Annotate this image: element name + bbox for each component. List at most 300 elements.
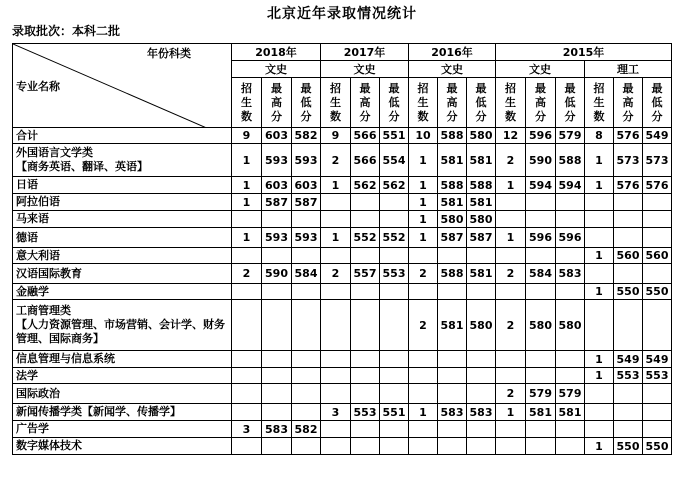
table-cell: 587: [467, 228, 496, 248]
table-cell: [526, 438, 556, 455]
table-cell: 1: [585, 438, 614, 455]
table-cell: 562: [380, 177, 409, 194]
table-row: [13, 404, 672, 421]
table-cell: 584: [526, 264, 556, 284]
col-header-min-score: [643, 78, 672, 128]
table-cell: 1: [409, 177, 438, 194]
table-cell: 1: [232, 228, 262, 248]
table-cell: [232, 211, 262, 228]
table-cell: [467, 384, 496, 404]
table-cell: 551: [380, 128, 409, 144]
table-cell: [585, 211, 614, 228]
table-cell: [262, 300, 292, 351]
major-name-line: 广告学: [16, 422, 49, 435]
table-cell: [643, 384, 672, 404]
table-cell: 553: [643, 368, 672, 384]
table-cell: 1: [232, 194, 262, 211]
table-cell: 1: [585, 144, 614, 177]
table-cell: [351, 351, 380, 368]
major-name: [13, 211, 232, 228]
major-name: [13, 264, 232, 284]
table-cell: 581: [467, 264, 496, 284]
table-cell: 594: [526, 177, 556, 194]
table-cell: 2: [321, 264, 351, 284]
table-cell: [614, 384, 643, 404]
col-header-char: 生: [593, 95, 605, 109]
table-cell: 573: [614, 144, 643, 177]
table-cell: 9: [321, 128, 351, 144]
table-cell: [438, 438, 467, 455]
table-cell: [438, 384, 467, 404]
major-name: [13, 284, 232, 300]
table-cell: 553: [614, 368, 643, 384]
table-row: [13, 248, 672, 264]
col-header-char: 招: [330, 81, 341, 95]
table-cell: 1: [409, 144, 438, 177]
table-cell: [467, 351, 496, 368]
table-cell: [292, 368, 321, 384]
table-cell: 8: [585, 128, 614, 144]
col-header-char: 招: [417, 81, 429, 95]
subject-2016: 文史: [409, 61, 496, 78]
table-row: [13, 384, 672, 404]
table-cell: [409, 351, 438, 368]
table-cell: [262, 438, 292, 455]
table-cell: [614, 228, 643, 248]
major-name-line: 外国语言文学类: [16, 146, 93, 159]
col-header-char: 生: [505, 95, 516, 109]
table-cell: 3: [232, 421, 262, 438]
table-cell: 566: [351, 128, 380, 144]
table-cell: [556, 421, 585, 438]
table-row: [13, 438, 672, 455]
table-cell: [585, 421, 614, 438]
table-cell: [292, 284, 321, 300]
col-header-char: 数: [505, 109, 516, 123]
col-header-char: 分: [359, 109, 371, 123]
major-name: [13, 248, 232, 264]
col-header-char: 低: [651, 95, 663, 109]
table-cell: [321, 368, 351, 384]
table-cell: [351, 248, 380, 264]
table-cell: [409, 368, 438, 384]
table-cell: 1: [232, 144, 262, 177]
table-cell: 583: [262, 421, 292, 438]
col-header-char: 分: [388, 109, 400, 123]
table-cell: [380, 438, 409, 455]
col-header-char: 分: [651, 109, 663, 123]
subject-2018: 文史: [232, 61, 321, 78]
table-cell: 2: [496, 144, 526, 177]
table-cell: [496, 284, 526, 300]
col-header-char: 低: [388, 95, 400, 109]
major-name: [13, 128, 232, 144]
col-header-char: 低: [564, 95, 576, 109]
col-header-char: 最: [446, 81, 458, 95]
table-cell: [526, 421, 556, 438]
table-cell: [585, 228, 614, 248]
table-cell: [232, 351, 262, 368]
col-header-char: 招: [593, 81, 605, 95]
major-name-line: 【商务英语、翻译、英语】: [16, 160, 148, 173]
table-cell: 566: [351, 144, 380, 177]
table-cell: [585, 194, 614, 211]
table-cell: [380, 351, 409, 368]
table-cell: [351, 368, 380, 384]
table-cell: [526, 194, 556, 211]
table-cell: 553: [351, 404, 380, 421]
table-cell: [614, 264, 643, 284]
col-header-char: 低: [300, 95, 312, 109]
table-cell: [556, 438, 585, 455]
table-cell: [321, 438, 351, 455]
corner-top-label: 年份科类: [147, 47, 191, 60]
table-cell: [496, 438, 526, 455]
table-row: [13, 128, 672, 144]
table-cell: [496, 368, 526, 384]
table-row: [13, 144, 672, 177]
table-cell: 580: [467, 300, 496, 351]
table-cell: [262, 404, 292, 421]
table-cell: 549: [614, 351, 643, 368]
col-header-char: 高: [446, 95, 458, 109]
year-2015: 2015年: [496, 44, 672, 61]
table-cell: 587: [438, 228, 467, 248]
table-cell: [556, 194, 585, 211]
col-header-min-score: [292, 78, 321, 128]
col-header-char: 最: [564, 81, 576, 95]
table-cell: [643, 421, 672, 438]
table-cell: [262, 384, 292, 404]
table-cell: [380, 211, 409, 228]
table-cell: [556, 368, 585, 384]
table-cell: [351, 211, 380, 228]
subject-2017: 文史: [321, 61, 409, 78]
major-name: [13, 438, 232, 455]
table-cell: 562: [351, 177, 380, 194]
table-cell: 603: [262, 128, 292, 144]
table-cell: 581: [556, 404, 585, 421]
table-cell: 549: [643, 351, 672, 368]
table-cell: 2: [496, 264, 526, 284]
major-name: [13, 177, 232, 194]
col-header-char: 招: [505, 81, 516, 95]
table-cell: 1: [496, 228, 526, 248]
table-cell: [643, 211, 672, 228]
table-cell: [292, 384, 321, 404]
table-cell: 1: [496, 404, 526, 421]
table-cell: 1: [585, 351, 614, 368]
table-cell: [409, 384, 438, 404]
table-cell: 582: [292, 128, 321, 144]
page-title: 北京近年录取情况统计: [267, 6, 417, 22]
table-cell: [467, 421, 496, 438]
table-cell: [556, 351, 585, 368]
col-header-char: 分: [446, 109, 458, 123]
col-header-char: 分: [475, 109, 487, 123]
table-cell: [351, 194, 380, 211]
table-cell: [232, 368, 262, 384]
major-name-line: 德语: [16, 230, 38, 244]
table-cell: [232, 284, 262, 300]
col-header-char: 生: [330, 95, 341, 109]
table-cell: 579: [526, 384, 556, 404]
table-cell: [292, 438, 321, 455]
major-name: [13, 351, 232, 368]
table-row: [13, 211, 672, 228]
major-name-line: 阿拉伯语: [16, 195, 60, 208]
table-cell: 560: [614, 248, 643, 264]
table-cell: [438, 248, 467, 264]
col-header-char: 最: [535, 81, 546, 95]
table-cell: 576: [643, 177, 672, 194]
table-cell: [467, 368, 496, 384]
table-cell: 593: [292, 228, 321, 248]
table-cell: [262, 368, 292, 384]
table-cell: 596: [526, 228, 556, 248]
table-cell: [409, 421, 438, 438]
col-header-char: 分: [564, 109, 576, 123]
col-header-max-score: [526, 78, 556, 128]
table-row: [13, 368, 672, 384]
table-cell: [496, 194, 526, 211]
col-header-max-score: [438, 78, 467, 128]
table-cell: 587: [292, 194, 321, 211]
table-cell: [292, 248, 321, 264]
table-cell: 1: [409, 194, 438, 211]
table-cell: 1: [232, 177, 262, 194]
col-header-char: 分: [271, 109, 282, 123]
major-name: [13, 228, 232, 248]
col-header-char: 数: [417, 109, 429, 123]
table-cell: 554: [380, 144, 409, 177]
table-cell: [556, 284, 585, 300]
table-cell: [380, 300, 409, 351]
table-row: [13, 194, 672, 211]
table-cell: 1: [585, 248, 614, 264]
major-name-line: 【人力资源管理、市场营销、会计学、财务管理、国际商务】: [16, 318, 225, 345]
col-header-enroll: [409, 78, 438, 128]
table-row: [13, 177, 672, 194]
col-header-char: 数: [241, 109, 252, 123]
col-header-char: 招: [241, 81, 252, 95]
table-cell: 583: [438, 404, 467, 421]
table-cell: [585, 384, 614, 404]
table-cell: [321, 284, 351, 300]
table-cell: 581: [438, 194, 467, 211]
table-cell: 587: [262, 194, 292, 211]
table-cell: 583: [556, 264, 585, 284]
table-cell: [292, 404, 321, 421]
major-name-line: 信息管理与信息系统: [16, 352, 115, 365]
col-header-char: 分: [300, 109, 312, 123]
col-header-enroll: [321, 78, 351, 128]
col-header-char: 最: [271, 81, 282, 95]
table-cell: [526, 248, 556, 264]
table-cell: 582: [292, 421, 321, 438]
table-cell: 579: [556, 384, 585, 404]
table-cell: [496, 351, 526, 368]
table-row: [13, 300, 672, 351]
table-row: [13, 228, 672, 248]
table-cell: 552: [380, 228, 409, 248]
table-cell: [526, 368, 556, 384]
table-cell: [321, 194, 351, 211]
col-header-char: 最: [651, 81, 663, 95]
table-cell: 596: [556, 228, 585, 248]
table-cell: 580: [526, 300, 556, 351]
col-header-char: 数: [593, 109, 605, 123]
table-cell: 590: [526, 144, 556, 177]
subject-2015-ligong: 理工: [585, 61, 672, 78]
col-header-char: 高: [622, 95, 634, 109]
table-cell: 2: [321, 144, 351, 177]
table-cell: 552: [351, 228, 380, 248]
table-cell: 593: [262, 228, 292, 248]
col-header-char: 最: [622, 81, 634, 95]
table-cell: [292, 211, 321, 228]
major-name-line: 新闻传播学类【新闻学、传播学】: [16, 405, 181, 418]
table-cell: 557: [351, 264, 380, 284]
table-cell: 1: [496, 177, 526, 194]
major-name-line: 日语: [16, 178, 38, 191]
table-cell: [526, 351, 556, 368]
col-header-min-score: [556, 78, 585, 128]
col-header-char: 高: [535, 95, 546, 109]
major-name-line: 国际政治: [16, 386, 60, 400]
col-header-char: 最: [300, 81, 312, 95]
table-cell: [321, 384, 351, 404]
table-cell: 576: [614, 128, 643, 144]
table-cell: [496, 421, 526, 438]
table-cell: 588: [438, 264, 467, 284]
table-cell: [351, 300, 380, 351]
table-cell: [585, 264, 614, 284]
table-cell: [292, 300, 321, 351]
table-cell: 553: [380, 264, 409, 284]
table-cell: [321, 248, 351, 264]
table-cell: 2: [409, 300, 438, 351]
major-name: [13, 404, 232, 421]
table-cell: [438, 368, 467, 384]
table-cell: [496, 248, 526, 264]
major-name: [13, 194, 232, 211]
table-cell: [232, 248, 262, 264]
table-cell: [467, 248, 496, 264]
major-name-line: 马来语: [16, 212, 49, 225]
table-cell: [556, 211, 585, 228]
col-header-char: 低: [475, 95, 487, 109]
table-cell: [232, 384, 262, 404]
table-cell: 576: [614, 177, 643, 194]
col-header-char: 数: [330, 109, 341, 123]
major-name: [13, 384, 232, 404]
batch-label: 录取批次：本科二批: [12, 24, 121, 38]
col-header-enroll: [496, 78, 526, 128]
table-cell: 580: [438, 211, 467, 228]
table-cell: 588: [438, 128, 467, 144]
table-cell: [232, 300, 262, 351]
col-header-char: 生: [417, 95, 429, 109]
table-cell: 581: [438, 300, 467, 351]
table-cell: 10: [409, 128, 438, 144]
corner-bottom-label: 专业名称: [16, 80, 60, 93]
major-name: [13, 144, 232, 177]
table-cell: [585, 404, 614, 421]
table-cell: 2: [496, 384, 526, 404]
table-cell: [409, 438, 438, 455]
major-name-line: 法学: [16, 368, 38, 382]
table-cell: [380, 384, 409, 404]
table-cell: [232, 438, 262, 455]
table-cell: [643, 300, 672, 351]
col-header-char: 最: [359, 81, 371, 95]
table-cell: [614, 421, 643, 438]
col-header-char: 高: [359, 95, 371, 109]
table-cell: 581: [526, 404, 556, 421]
header-row-years: [13, 44, 672, 61]
col-header-min-score: [380, 78, 409, 128]
table-cell: [409, 284, 438, 300]
table-cell: [380, 248, 409, 264]
table-cell: [409, 248, 438, 264]
table-cell: 588: [556, 144, 585, 177]
table-cell: [262, 211, 292, 228]
table-cell: 2: [409, 264, 438, 284]
major-name-line: 金融学: [16, 284, 49, 298]
table-cell: [643, 194, 672, 211]
table-cell: 12: [496, 128, 526, 144]
table-cell: 1: [409, 404, 438, 421]
table-cell: [380, 368, 409, 384]
table-cell: 594: [556, 177, 585, 194]
table-cell: 590: [262, 264, 292, 284]
table-cell: 9: [232, 128, 262, 144]
col-header-max-score: [614, 78, 643, 128]
major-name-line: 意大利语: [16, 248, 60, 262]
table-cell: 1: [585, 368, 614, 384]
col-header-min-score: [467, 78, 496, 128]
major-name-line: 工商管理类: [16, 304, 71, 317]
table-cell: 593: [292, 144, 321, 177]
table-cell: 583: [467, 404, 496, 421]
col-header-char: 生: [241, 95, 252, 109]
table-cell: [496, 211, 526, 228]
col-header-enroll: [585, 78, 614, 128]
table-cell: [556, 248, 585, 264]
table-cell: 588: [438, 177, 467, 194]
col-header-max-score: [351, 78, 380, 128]
header-corner-cell: [13, 44, 232, 128]
table-cell: [643, 228, 672, 248]
col-header-enroll: [232, 78, 262, 128]
table-cell: 1: [321, 228, 351, 248]
table-cell: 550: [614, 284, 643, 300]
table-cell: 584: [292, 264, 321, 284]
table-row: [13, 421, 672, 438]
table-cell: [351, 384, 380, 404]
col-header-char: 分: [535, 109, 546, 123]
table-cell: 560: [643, 248, 672, 264]
table-cell: [380, 421, 409, 438]
table-cell: [380, 194, 409, 211]
table-cell: [351, 421, 380, 438]
table-cell: 581: [467, 194, 496, 211]
table-cell: [438, 351, 467, 368]
table-cell: [614, 300, 643, 351]
table-cell: 580: [556, 300, 585, 351]
table-cell: [232, 404, 262, 421]
